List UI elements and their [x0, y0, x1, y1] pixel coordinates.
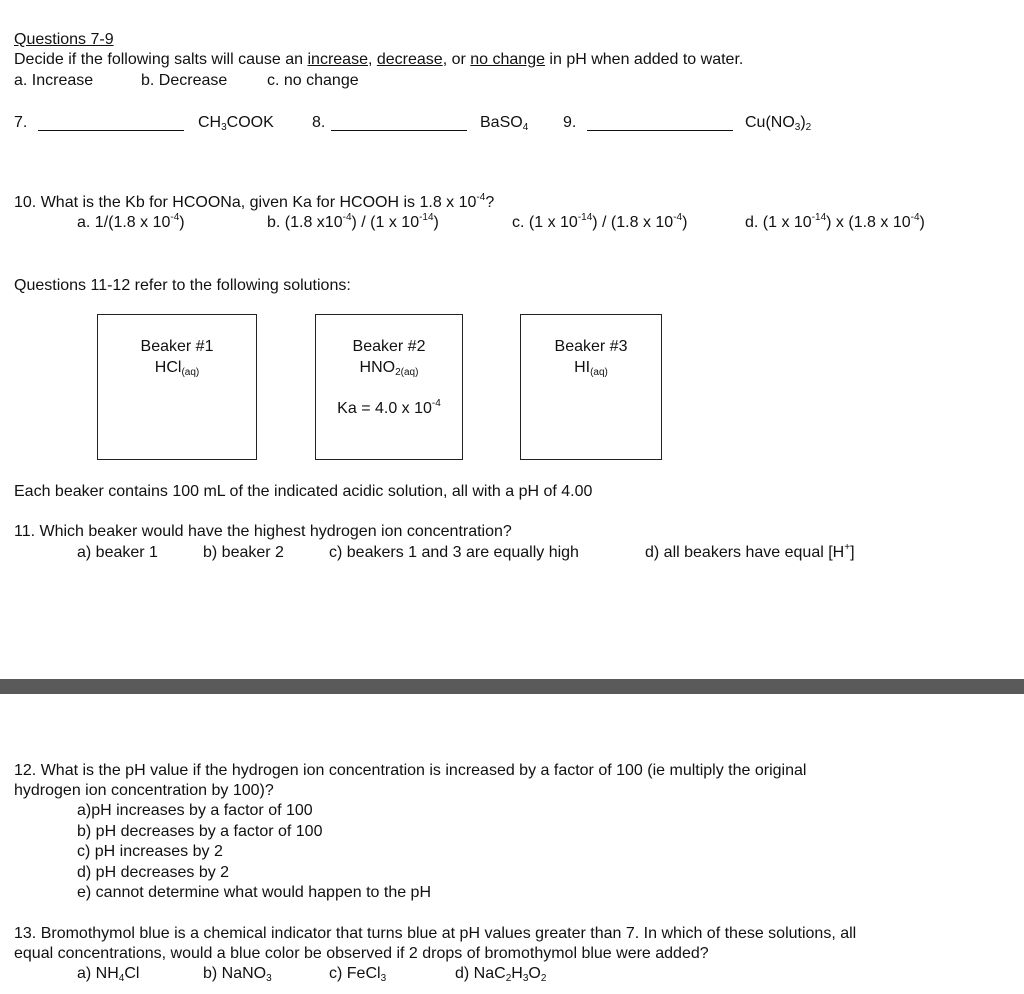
- beaker-2: [315, 314, 463, 460]
- q10-option-b: b. (1.8 $x10^{-4}) / (1$ x $10^{-14}$): [267, 212, 439, 231]
- q12-option-a: a)pH increases by a factor of 100: [77, 802, 313, 819]
- beaker-1-solution: HCl$_{(aq)}$: [154, 359, 200, 378]
- q13-option-d: d) $NaC_2H_3O_2$: [455, 965, 547, 984]
- q7-formula: $CH_3COOK$: [198, 114, 274, 133]
- q10-option-c: c. (1 x $10^{-14}) / (1.8$ x $10^{-4}$): [512, 212, 688, 231]
- q10-option-d: d. (1 x $10^{-14}$) x (1.8 x $10^{-4}$): [745, 212, 925, 231]
- choice-increase: a. Increase: [14, 72, 94, 89]
- q12-question-line2: hydrogen ion concentration by 100)?: [14, 782, 274, 799]
- q9-number: 9.: [563, 114, 577, 131]
- q8-formula: BaSO$_4$: [480, 114, 529, 133]
- q11-option-c: c) beakers 1 and 3 are equally high: [329, 544, 579, 561]
- beaker-3: [520, 314, 662, 460]
- q9-formula: $Cu(NO_3)_2$: [745, 114, 812, 133]
- beaker-2-name: Beaker #2: [352, 338, 426, 355]
- q12-option-c: c) pH increases by 2: [77, 843, 223, 860]
- q13-option-a: a) $NH_4Cl$: [77, 965, 140, 984]
- q8-number: 8.: [312, 114, 326, 131]
- q11-12-intro: Questions 11-12 refer to the following solutions:: [14, 277, 351, 294]
- q7-number: 7.: [14, 114, 28, 131]
- q12-option-b: b) pH decreases by a factor of 100: [77, 823, 323, 840]
- choice-decrease: b. Decrease: [141, 72, 228, 89]
- q13-option-c: c) FeCl$_3$: [329, 965, 387, 984]
- beaker-2-solution: $HNO_{2(aq)}$: [359, 359, 419, 378]
- beaker-3-name: Beaker #3: [554, 338, 628, 355]
- beaker-3-solution: $HI_{(aq)}$: [574, 359, 608, 378]
- q8-answer-blank[interactable]: [331, 130, 467, 131]
- q10-option-a: a. 1/(1.8 x $10^{-4}$): [77, 212, 185, 231]
- q13-option-b: b) NaNO$_3$: [203, 965, 272, 984]
- beaker-note: Each beaker contains 100 mL of the indicated acidic solution, all with a pH of 4.00: [14, 483, 593, 500]
- beaker-1: [97, 314, 257, 460]
- instruction-text: Decide if the following salts will cause an increase, decrease, or no change in pH when added to water.: [14, 51, 744, 68]
- q13-question-line1: 13. Bromothymol blue is a chemical indicator that turns blue at pH values greater than 7. In which of these solutions, all: [14, 925, 857, 942]
- q11-option-b: b) beaker 2: [203, 544, 284, 561]
- q10-question: 10. What is the Kb for HCOONa, given Ka for HCOOH is 1.8 x $10^{-4}$?: [14, 192, 495, 211]
- q9-answer-blank[interactable]: [587, 130, 733, 131]
- q12-question-line1: 12. What is the pH value if the hydrogen ion concentration is increased by a factor of 100 (ie multiply the original: [14, 762, 807, 779]
- q11-question: 11. Which beaker would have the highest hydrogen ion concentration?: [14, 523, 512, 540]
- q12-option-e: e) cannot determine what would happen to the pH: [77, 884, 432, 901]
- section-title: Questions 7-9: [14, 31, 114, 48]
- choice-no-change: c. no change: [267, 72, 359, 89]
- q13-question-line2: equal concentrations, would a blue color be observed if 2 drops of bromothymol blue were added?: [14, 945, 709, 962]
- q11-option-d: d) all beakers have equal [H+]: [645, 542, 855, 561]
- q7-answer-blank[interactable]: [38, 130, 184, 131]
- page-divider: [0, 679, 1024, 694]
- q11-option-a: a) beaker 1: [77, 544, 158, 561]
- q12-option-d: d) pH decreases by 2: [77, 864, 230, 881]
- beaker-2-ka: Ka = 4.0 x $10^{-4}$: [337, 398, 441, 417]
- beaker-1-name: Beaker #1: [140, 338, 214, 355]
